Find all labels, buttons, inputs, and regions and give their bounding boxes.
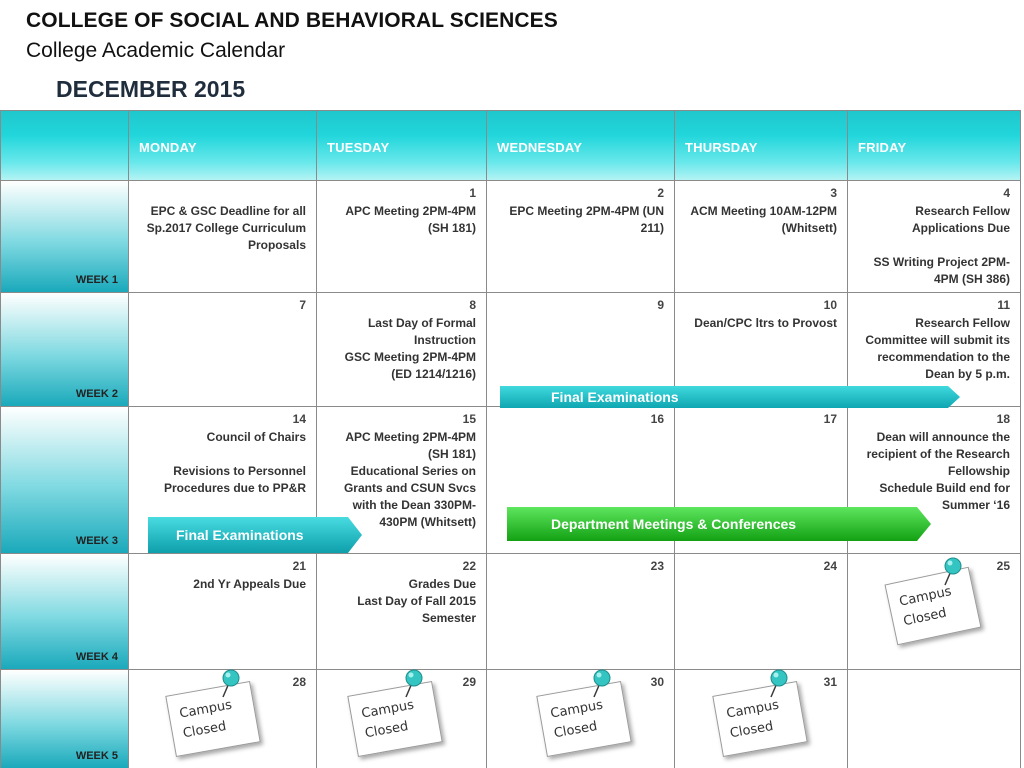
calendar-event: Revisions to Personnel Procedures due to PP&R [163, 464, 306, 495]
day-cell [486, 553, 675, 670]
event-list [684, 203, 837, 237]
calendar-event: 2nd Yr Appeals Due [193, 577, 306, 591]
day-name: MONDAY [139, 140, 197, 155]
event-list [684, 315, 837, 332]
day-header-monday [128, 110, 317, 181]
calendar-event: Dean will announce the recipient of the Research Fellowship [866, 430, 1010, 478]
event-list [326, 315, 476, 383]
day-number: 28 [292, 675, 306, 689]
final-exams-label: Final Examinations [551, 389, 679, 405]
week-label-cell [0, 180, 129, 293]
day-number: 1 [469, 186, 476, 200]
day-cell [316, 292, 487, 407]
campus-closed-line1: Campus [897, 584, 953, 610]
calendar-event: APC Meeting 2PM-4PM (SH 181) [345, 204, 476, 235]
day-cell [128, 553, 317, 670]
day-cell [316, 553, 487, 670]
calendar-event: SS Writing Project 2PM-4PM (SH 386) [873, 255, 1010, 286]
week-label: WEEK 5 [75, 750, 118, 762]
event-list [496, 203, 664, 237]
calendar-event: Research Fellow Committee will submit its recommendation to the Dean by 5 p.m. [865, 316, 1010, 381]
campus-closed-line2: Closed [728, 718, 775, 742]
pushpin-icon [592, 669, 612, 699]
week-label-cell [0, 292, 129, 407]
day-cell [486, 180, 675, 293]
day-number: 9 [657, 298, 664, 312]
calendar-event: Research Fellow Applications Due [911, 204, 1010, 235]
day-number: 29 [462, 675, 476, 689]
event-list [857, 203, 1010, 288]
day-cell [128, 180, 317, 293]
final-exams-label: Final Examinations [176, 527, 304, 543]
week-label-cell [0, 553, 129, 670]
day-number: 17 [823, 412, 837, 426]
event-list [138, 429, 306, 497]
day-cell [847, 180, 1021, 293]
calendar-event: Council of Chairs [206, 430, 306, 444]
campus-closed-line2: Closed [552, 718, 599, 742]
day-cell [674, 180, 848, 293]
department-meetings-label: Department Meetings & Conferences [551, 516, 797, 532]
day-header-wednesday [486, 110, 675, 181]
day-number: 25 [996, 559, 1010, 573]
campus-closed-line2: Closed [181, 718, 228, 742]
day-number: 2 [657, 186, 664, 200]
day-number: 7 [299, 298, 306, 312]
department-meetings-banner [507, 507, 931, 541]
event-list [857, 315, 1010, 383]
day-number: 4 [1003, 186, 1010, 200]
calendar-event: Educational Series on Grants and CSUN Svcs with the Dean 330PM-430PM (Whitsett) [343, 464, 476, 529]
day-number: 23 [650, 559, 664, 573]
calendar-event: Last Day of Formal Instruction [367, 316, 476, 347]
day-number: 14 [292, 412, 306, 426]
final-exams-banner-week3 [148, 517, 362, 553]
day-header-tuesday [316, 110, 487, 181]
event-list [326, 203, 476, 237]
week-label-cell [0, 669, 129, 768]
day-number: 15 [462, 412, 476, 426]
day-header-thursday [674, 110, 848, 181]
day-cell [316, 180, 487, 293]
day-name: TUESDAY [327, 140, 390, 155]
college-name: COLLEGE OF SOCIAL AND BEHAVIORAL SCIENCES [26, 9, 558, 32]
calendar-event: EPC & GSC Deadline for all Sp.2017 College Curriculum Proposals [146, 204, 306, 252]
day-number: 11 [997, 298, 1010, 312]
day-number: 16 [650, 412, 664, 426]
day-header-friday [847, 110, 1021, 181]
day-number: 24 [823, 559, 837, 573]
calendar-event: Grades Due [408, 577, 476, 591]
week-label: WEEK 3 [75, 535, 118, 547]
calendar-event: Dean/CPC ltrs to Provost [694, 316, 837, 330]
pushpin-icon [221, 669, 241, 699]
day-number: 18 [996, 412, 1010, 426]
day-name: THURSDAY [685, 140, 758, 155]
header-corner [0, 110, 129, 181]
campus-closed-line2: Closed [363, 718, 410, 742]
day-number: 3 [830, 186, 837, 200]
event-list [326, 429, 476, 531]
calendar-event: Last Day of Fall 2015 Semester [357, 594, 476, 625]
calendar-event: EPC Meeting 2PM-4PM (UN 211) [509, 204, 664, 235]
campus-closed-line1: Campus [549, 697, 605, 722]
day-number: 10 [823, 298, 837, 312]
day-number: 31 [823, 675, 837, 689]
week-label: WEEK 1 [75, 274, 118, 286]
event-list [326, 576, 476, 627]
week-label: WEEK 2 [75, 388, 118, 400]
event-list [857, 429, 1010, 514]
calendar-subtitle: College Academic Calendar [26, 39, 286, 62]
campus-closed-line1: Campus [360, 697, 416, 722]
week-label: WEEK 4 [75, 651, 118, 663]
calendar-month: DECEMBER 2015 [56, 76, 246, 102]
pushpin-icon [404, 669, 424, 699]
campus-closed-line1: Campus [178, 697, 234, 722]
calendar-event: GSC Meeting 2PM-4PM (ED 1214/1216) [344, 350, 476, 381]
day-number: 30 [650, 675, 664, 689]
event-list [138, 576, 306, 593]
calendar-event: ACM Meeting 10AM-12PM (Whitsett) [690, 204, 837, 235]
pushpin-icon [943, 557, 963, 587]
campus-closed-line2: Closed [902, 605, 948, 630]
calendar-event: APC Meeting 2PM-4PM (SH 181) [345, 430, 476, 461]
day-name: WEDNESDAY [497, 140, 583, 155]
week-label-cell [0, 406, 129, 554]
day-number: 21 [292, 559, 306, 573]
day-cell [847, 669, 1021, 768]
day-cell [128, 292, 317, 407]
day-cell [674, 553, 848, 670]
event-list [138, 203, 306, 254]
campus-closed-line1: Campus [725, 697, 781, 722]
pushpin-icon [769, 669, 789, 699]
final-exams-banner-week2 [500, 386, 960, 408]
day-number: 8 [469, 298, 476, 312]
calendar-grid [0, 110, 1020, 768]
day-number: 22 [462, 559, 476, 573]
day-name: FRIDAY [858, 140, 907, 155]
calendar-event: Schedule Build end for Summer ‘16 [879, 481, 1010, 512]
